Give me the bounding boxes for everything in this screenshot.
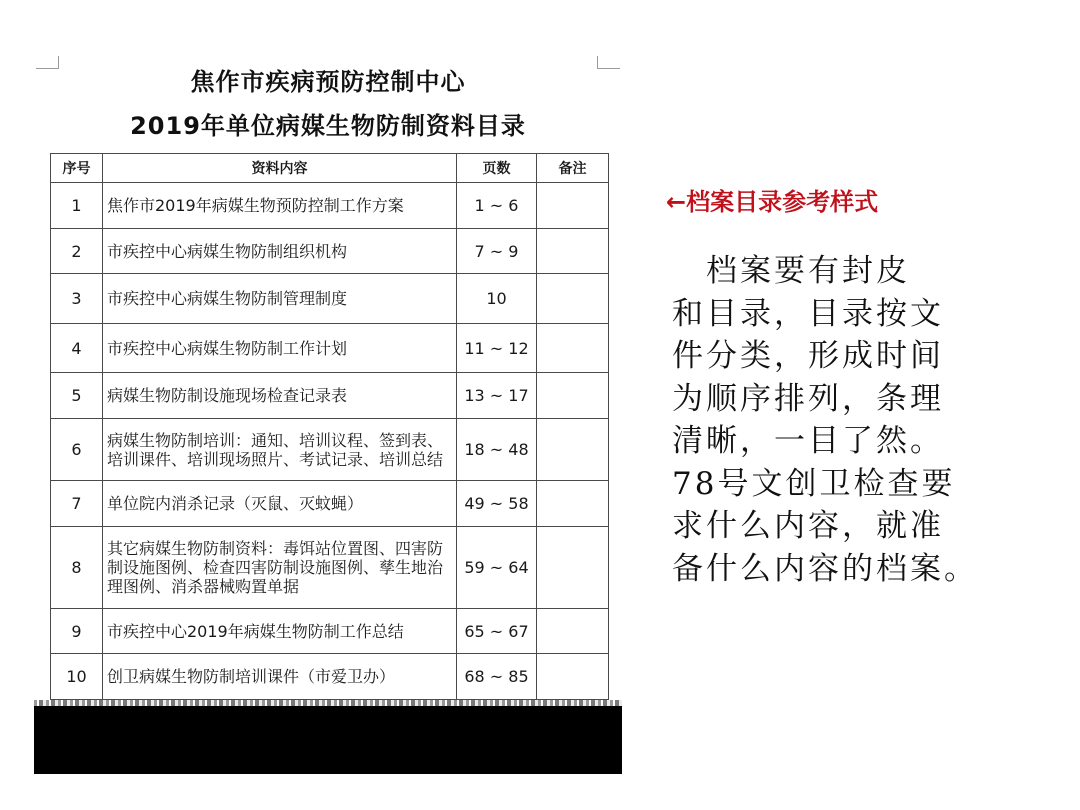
table-row xyxy=(51,274,609,324)
row-pages: 59 ~ 64 xyxy=(457,527,537,609)
header-pages: 页数 xyxy=(457,154,537,183)
row-num: 10 xyxy=(51,654,103,700)
table-header-row xyxy=(51,154,609,183)
table-row xyxy=(51,481,609,527)
table-row xyxy=(51,527,609,609)
row-content: 单位院内消杀记录（灭鼠、灭蚊蝇） xyxy=(103,481,457,527)
document-scan xyxy=(34,54,622,774)
row-num: 7 xyxy=(51,481,103,527)
header-num: 序号 xyxy=(51,154,103,183)
row-pages: 11 ~ 12 xyxy=(457,324,537,373)
row-pages: 49 ~ 58 xyxy=(457,481,537,527)
row-content: 市疾控中心2019年病媒生物防制工作总结 xyxy=(103,609,457,654)
annotation-line: 和目录，目录按文 xyxy=(672,295,944,332)
row-num: 3 xyxy=(51,274,103,324)
table-row xyxy=(51,324,609,373)
row-content: 市疾控中心病媒生物防制管理制度 xyxy=(103,274,457,324)
header-content: 资料内容 xyxy=(103,154,457,183)
annotation-text xyxy=(672,250,978,590)
row-num: 5 xyxy=(51,373,103,419)
document-title-line1: 焦作市疾病预防控制中心 xyxy=(190,68,466,96)
row-note xyxy=(537,324,609,373)
row-content: 病媒生物防制设施现场检查记录表 xyxy=(103,373,457,419)
row-content: 市疾控中心病媒生物防制工作计划 xyxy=(103,324,457,373)
annotation-line: 件分类，形成时间 xyxy=(672,338,944,374)
row-num: 9 xyxy=(51,609,103,654)
table-row xyxy=(51,654,609,700)
row-note xyxy=(537,527,609,609)
row-num: 6 xyxy=(51,419,103,481)
row-pages: 7 ~ 9 xyxy=(457,229,537,274)
row-pages: 18 ~ 48 xyxy=(457,419,537,481)
row-num: 4 xyxy=(51,324,103,373)
document-title-line2: 2019年单位病媒生物防制资料目录 xyxy=(130,112,526,140)
row-note xyxy=(537,481,609,527)
header-note: 备注 xyxy=(537,154,609,183)
row-note xyxy=(537,609,609,654)
row-num: 1 xyxy=(51,183,103,229)
row-num: 2 xyxy=(51,229,103,274)
row-pages: 10 xyxy=(457,274,537,324)
catalog-table xyxy=(50,153,609,700)
row-num: 8 xyxy=(51,527,103,609)
row-content: 焦作市2019年病媒生物预防控制工作方案 xyxy=(103,183,457,229)
row-content: 创卫病媒生物防制培训课件（市爱卫办） xyxy=(103,654,457,700)
reference-style-label: ←档案目录参考样式 xyxy=(666,188,879,216)
row-note xyxy=(537,373,609,419)
row-note xyxy=(537,419,609,481)
row-note xyxy=(537,183,609,229)
row-pages: 1 ~ 6 xyxy=(457,183,537,229)
row-pages: 68 ~ 85 xyxy=(457,654,537,700)
table-row xyxy=(51,229,609,274)
redaction-bar xyxy=(34,706,622,774)
table-row xyxy=(51,183,609,229)
row-content: 病媒生物防制培训：通知、培训议程、签到表、培训课件、培训现场照片、考试记录、培训总结 xyxy=(103,419,457,481)
row-note xyxy=(537,229,609,274)
annotation-line: 78号文创卫检查要 xyxy=(672,465,956,502)
row-content: 市疾控中心病媒生物防制组织机构 xyxy=(103,229,457,274)
row-pages: 65 ~ 67 xyxy=(457,609,537,654)
annotation-line: 为顺序排列，条理 xyxy=(672,380,944,417)
annotation-line: 档案要有封皮 xyxy=(672,253,910,289)
row-content: 其它病媒生物防制资料：毒饵站位置图、四害防制设施图例、检查四害防制设施图例、孳生地治理图例、消杀器械购置单据 xyxy=(103,527,457,609)
row-note xyxy=(537,654,609,700)
row-pages: 13 ~ 17 xyxy=(457,373,537,419)
row-note xyxy=(537,274,609,324)
annotation-line: 备什么内容的档案。 xyxy=(672,550,978,587)
table-row xyxy=(51,373,609,419)
annotation-line: 清晰，一目了然。 xyxy=(672,423,944,459)
annotation-line: 求什么内容，就准 xyxy=(672,508,944,544)
table-row xyxy=(51,419,609,481)
table-row xyxy=(51,609,609,654)
